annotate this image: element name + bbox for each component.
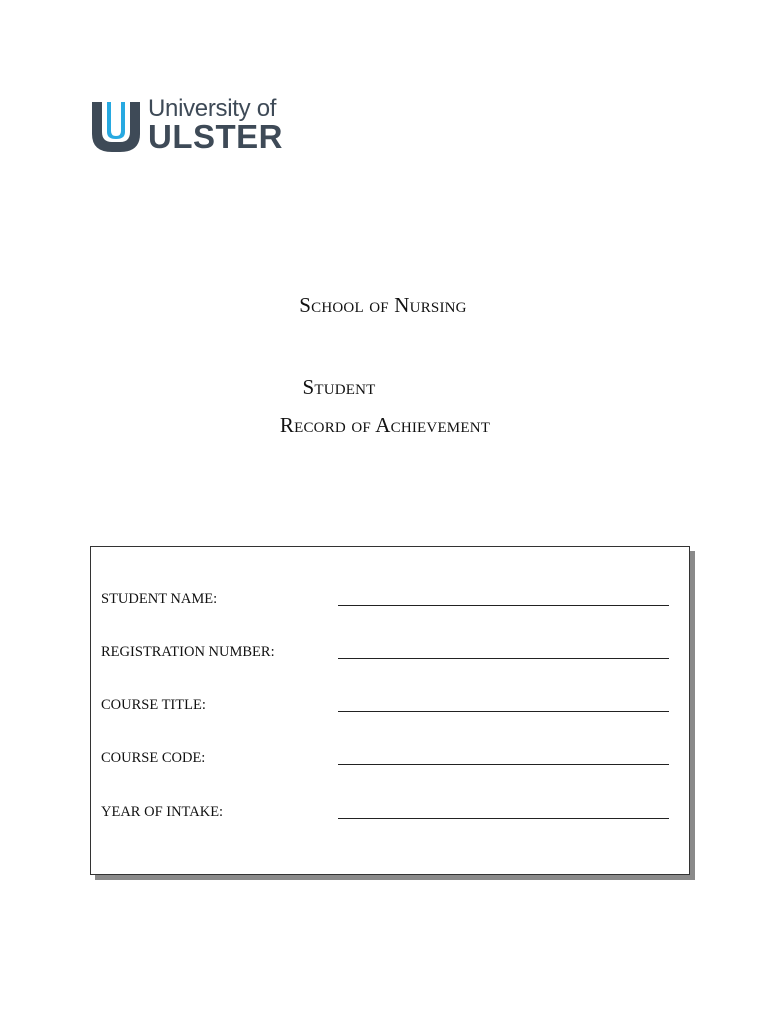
student-name-row [101,589,681,609]
student-name-label: STUDENT NAME: [101,591,218,607]
year-of-intake-label: YEAR OF INTAKE: [101,804,224,820]
student-name-field[interactable] [338,605,669,606]
ulster-emblem-icon [90,98,142,156]
logo-text-ulster: ULSTER [148,118,283,155]
student-heading: Student [302,375,376,399]
registration-number-row [101,642,681,662]
course-code-field[interactable] [338,764,669,765]
registration-number-field[interactable] [338,658,669,659]
record-heading: Record of Achievement [279,413,491,437]
logo-text-university-of: University of [148,95,277,122]
course-title-field[interactable] [338,711,669,712]
university-logo [90,95,283,156]
student-details-form [90,546,690,875]
course-code-row [101,748,681,768]
course-title-label: COURSE TITLE: [101,697,206,713]
year-of-intake-row [101,802,681,822]
course-title-row [101,695,681,715]
year-of-intake-field[interactable] [338,818,669,819]
registration-number-label: REGISTRATION NUMBER: [101,644,275,660]
course-code-label: COURSE CODE: [101,750,206,766]
school-heading: School of Nursing [299,293,467,317]
